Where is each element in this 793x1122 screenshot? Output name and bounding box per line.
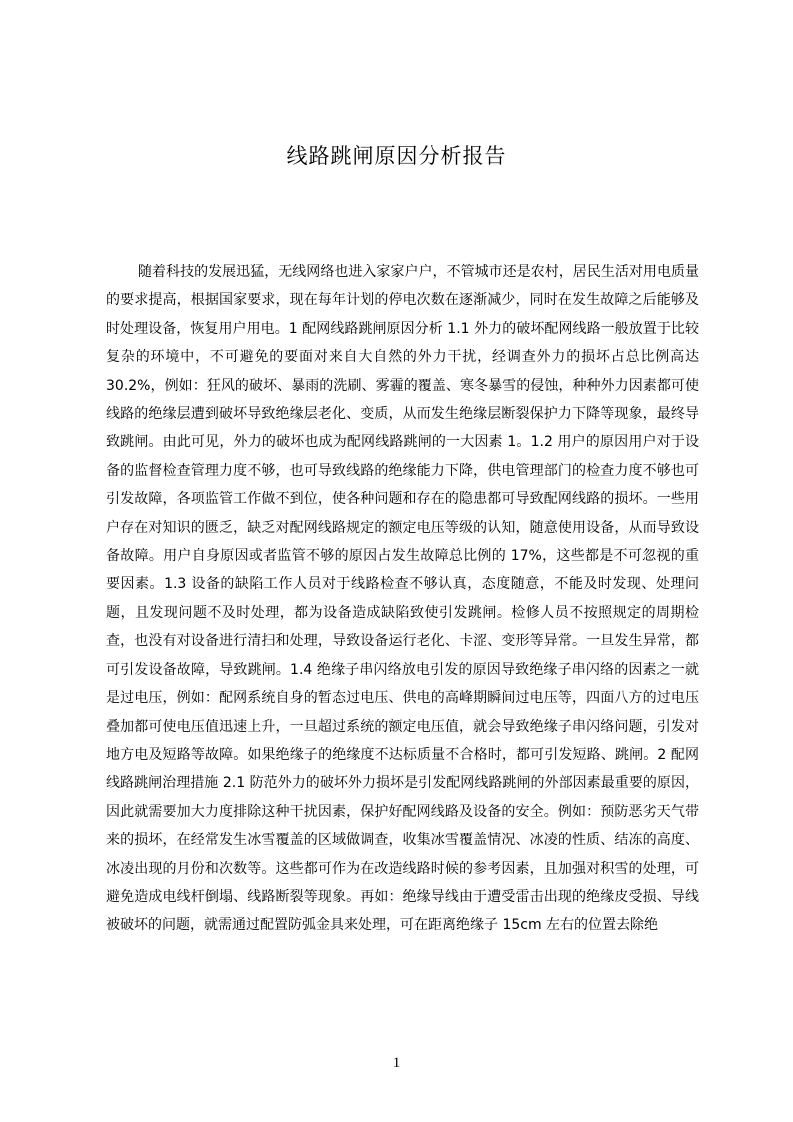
body-paragraph: 随着科技的发展迅猛，无线网络也进入家家户户，不管城市还是农村，居民生活对用电质量的要求提高，根据国家要求，现在每年计划的停电次数在逐渐减少，同时在发生故障之后能够及时处理设备，恢复用户用电。1 配网线路跳闸原因分析 1.1 外力的破坏配网线路一般放置于比较复杂的环境中，不可避免的要面对来自大自然的外力干扰，经调查外力的损坏占总比例高达 30.2%，例如：狂风的破坏、暴雨的洗刷、雾霾的覆盖、寒冬暴雪的侵蚀，种种外力因素都可使线路的绝缘层遭到破坏导致绝缘层老化、变质，从而发生绝缘层断裂保护力下降等现象，最终导致跳闸。由此可见，外力的破坏也成为配网线路跳闸的一大因素 1。1.2 用户的原因用户对于设备的监督检查管理力度不够，也可导致线路的绝缘能力下降，供电管理部门的检查力度不够也可引发故障，各项监管工作做不到位，使各种问题和存在的隐患都可导致配网线路的损坏。一些用户存在对知识的匮乏，缺乏对配网线路规定的额定电压等级的认知，随意使用设备，从而导致设备故障。用户自身原因或者监管不够的原因占发生故障总比例的 17%，这些都是不可忽视的重要因素。1.3 设备的缺陷工作人员对于线路检查不够认真，态度随意，不能及时发现、处理问题，且发现问题不及时处理，都为设备造成缺陷致使引发跳闸。检修人员不按照规定的周期检查，也没有对设备进行清扫和处理，导致设备运行老化、卡涩、变形等异常。一旦发生异常，都可引发设备故障，导致跳闸。1.4 绝缘子串闪络放电引发的原因导致绝缘子串闪络的因素之一就是过电压，例如：配网系统自身的暂态过电压、供电的高峰期瞬间过电压等，四面八方的过电压叠加都可使电压值迅速上升，一旦超过系统的额定电压值，就会导致绝缘子串闪络问题，引发对地方电及短路等故障。如果绝缘子的绝缘度不达标质量不合格时，都可引发短路、跳闸。2 配网线路跳闸治理措施 2.1 防范外力的破坏外力损坏是引发配网线路跳闸的外部因素最重要的原因，因此就需要加大力度排除这种干扰因素，保护好配网线路及设备的安全。例如：预防恶劣天气带来的损坏，在经常发生冰雪覆盖的区域做调查，收集冰雪覆盖情况、冰凌的性质、结冻的高度、冰凌出现的月份和次数等。这些都可作为在改造线路时候的参考因素，且加强对积雪的处理，可避免造成电线杆倒塌、线路断裂等现象。再如：绝缘导线由于遭受雷击出现的绝缘皮受损、导线被破坏的问题，就需通过配置防弧金具来处理，可在距离绝缘子 15cm 左右的位置去除绝 <box>106 264 699 934</box>
page-number: 1 <box>392 1055 401 1071</box>
document-title: 线路跳闸原因分析报告 <box>286 144 507 168</box>
